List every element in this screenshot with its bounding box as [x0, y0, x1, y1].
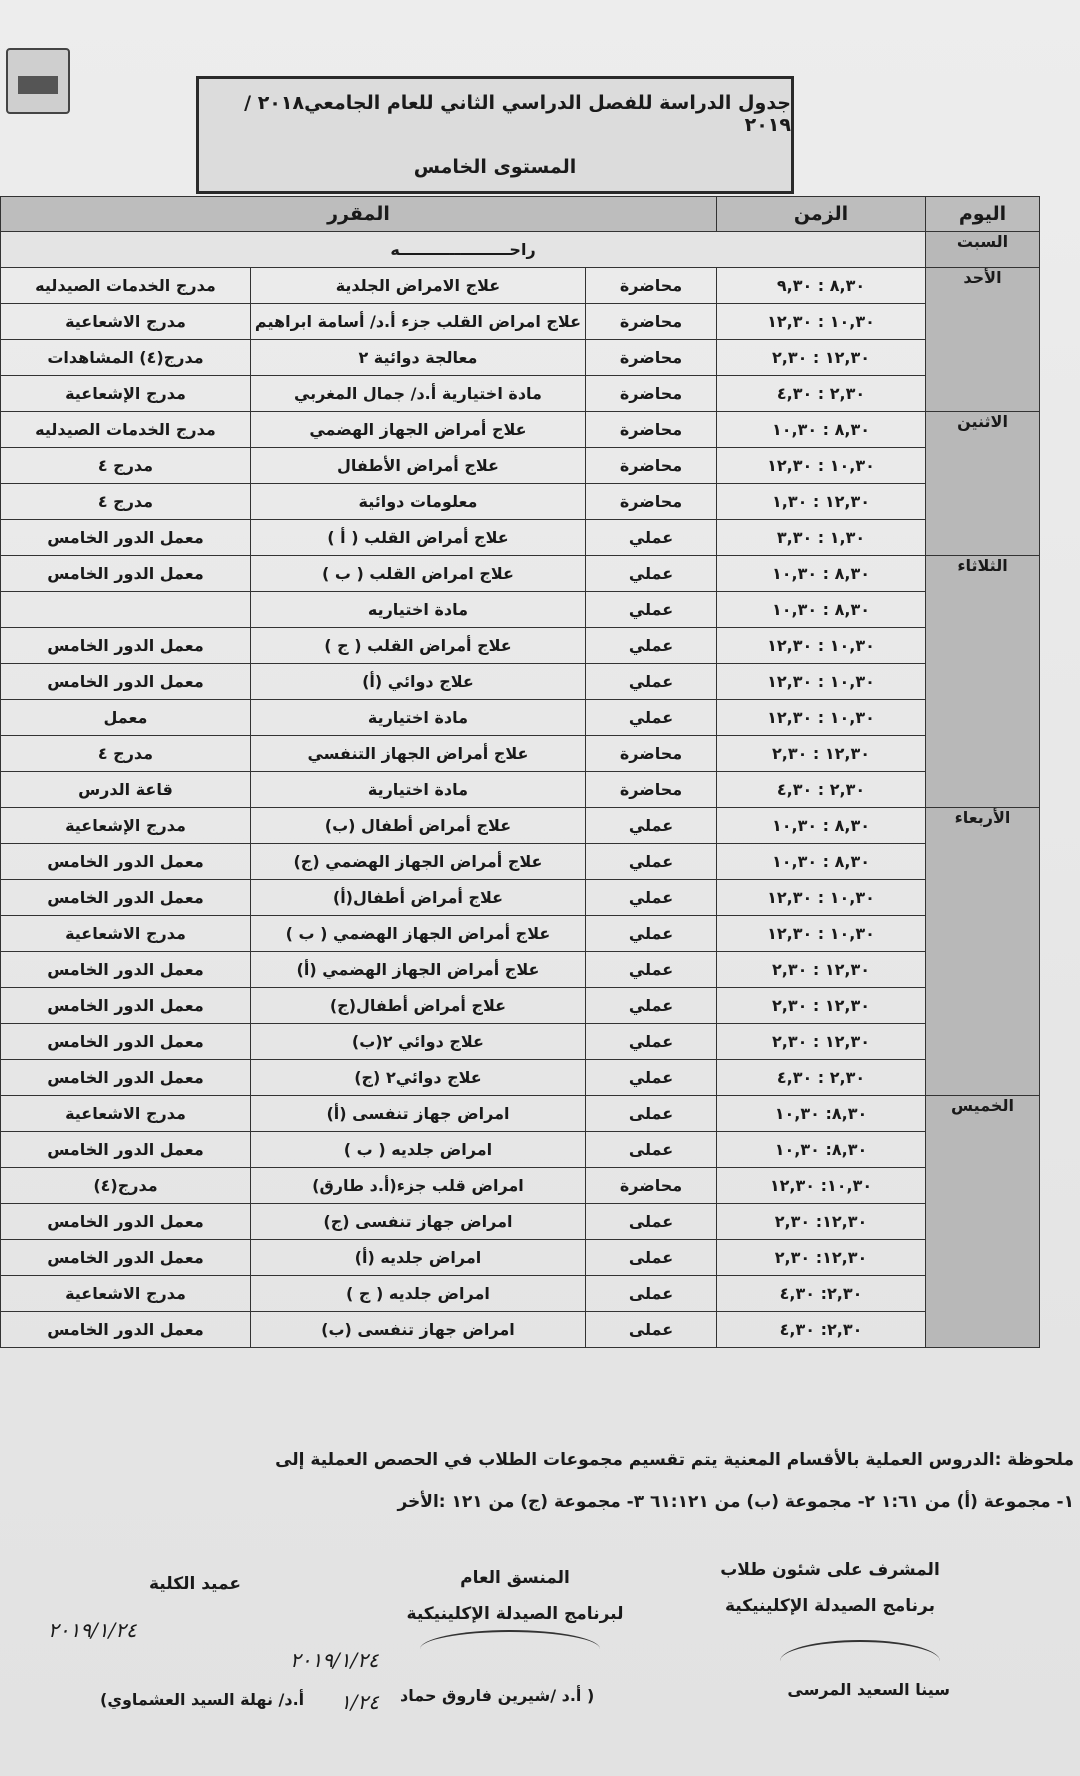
session-type-cell: عملي: [586, 988, 717, 1024]
session-type-cell: عملي: [586, 592, 717, 628]
table-row: [1, 628, 1040, 664]
session-type-cell: عملي: [586, 628, 717, 664]
page-title: جدول الدراسة للفصل الدراسي الثاني للعام الجامعي٢٠١٨ /٢٠١٩: [244, 92, 791, 136]
time-cell: ٨,٣٠ : ١٠,٣٠: [717, 808, 926, 844]
location-cell: مدرج(٤): [1, 1168, 251, 1204]
table-header-row: [1, 197, 1040, 232]
course-cell: علاج أمراض أطفال(ج): [250, 988, 585, 1024]
session-type-cell: عملي: [586, 1024, 717, 1060]
table-row: [1, 340, 1040, 376]
time-cell: ٨,٣٠ : ١٠,٣٠: [717, 556, 926, 592]
course-cell: علاج أمراض القلب ( ج ): [250, 628, 585, 664]
location-cell: مدرج(٤) المشاهدات: [1, 340, 251, 376]
table-row: [1, 304, 1040, 340]
course-cell: امراض جلديه (أ): [250, 1240, 585, 1276]
table-row: [1, 232, 1040, 268]
university-logo: [6, 48, 70, 114]
location-cell: مدرج الاشعاعية: [1, 916, 251, 952]
coordinator-handwritten-signature: [420, 1630, 600, 1668]
location-cell: معمل الدور الخامس: [1, 520, 251, 556]
dean-title: عميد الكلية: [149, 1574, 241, 1594]
location-cell: معمل الدور الخامس: [1, 1204, 251, 1240]
time-cell: ١,٣٠ : ٣,٣٠: [717, 520, 926, 556]
location-cell: معمل الدور الخامس: [1, 1024, 251, 1060]
location-cell: مدرج الاشعاعية: [1, 1096, 251, 1132]
course-cell: علاج امراض القلب ( ب ): [250, 556, 585, 592]
location-cell: معمل الدور الخامس: [1, 1132, 251, 1168]
time-cell: ٢,٣٠: ٤,٣٠: [717, 1276, 926, 1312]
session-type-cell: عملي: [586, 1060, 717, 1096]
coordinator-title: المنسق العام: [460, 1568, 570, 1588]
course-cell: علاج أمراض القلب ( أ ): [250, 520, 585, 556]
course-cell: علاج أمراض الجهاز الهضمي: [250, 412, 585, 448]
session-type-cell: عملي: [586, 520, 717, 556]
session-type-cell: محاضرة: [586, 268, 717, 304]
course-cell: امراض جهاز تنفسى (أ): [250, 1096, 585, 1132]
session-type-cell: محاضرة: [586, 304, 717, 340]
table-row: [1, 1132, 1040, 1168]
supervisor-signature: [700, 1560, 960, 1616]
note-line-1: ملحوظة :الدروس العملية بالأقسام المعنية يتم تقسيم مجموعات الطلاب في الحصص العملية إلى: [275, 1450, 1074, 1470]
coordinator-signature: [380, 1568, 650, 1624]
notes-block: [0, 1450, 1080, 1512]
location-cell: مدرج الإشعاعية: [1, 808, 251, 844]
session-type-cell: عملى: [586, 1132, 717, 1168]
dean-name: أ.د/ نهلة السيد العشماوي): [100, 1690, 305, 1709]
session-type-cell: عملي: [586, 844, 717, 880]
table-row: [1, 1096, 1040, 1132]
location-cell: مدرج الاشعاعية: [1, 304, 251, 340]
course-cell: علاج دوائي (أ): [250, 664, 585, 700]
table-row: [1, 1168, 1040, 1204]
session-type-cell: محاضرة: [586, 772, 717, 808]
table-row: [1, 412, 1040, 448]
time-cell: ١٠,٣٠ : ١٢,٣٠: [717, 916, 926, 952]
time-cell: ٢,٣٠ : ٤,٣٠: [717, 376, 926, 412]
table-row: [1, 1276, 1040, 1312]
location-cell: قاعة الدرس: [1, 772, 251, 808]
level-subtitle: المستوى الخامس: [413, 156, 577, 178]
course-cell: علاج أمراض الجهاز الهضمي (ج): [250, 844, 585, 880]
location-cell: معمل الدور الخامس: [1, 664, 251, 700]
course-cell: امراض جلديه ( ج ): [250, 1276, 585, 1312]
session-type-cell: محاضرة: [586, 484, 717, 520]
session-type-cell: عملي: [586, 664, 717, 700]
table-row: [1, 484, 1040, 520]
session-type-cell: عملى: [586, 1276, 717, 1312]
table-row: [1, 520, 1040, 556]
coordinator-program: لبرنامج الصيدلة الإكلينيكية: [406, 1604, 624, 1624]
course-cell: امراض جهاز تنفسى (ج): [250, 1204, 585, 1240]
location-cell: مدرج الخدمات الصيدليه: [1, 268, 251, 304]
day-cell: الخميس: [926, 1096, 1040, 1348]
course-cell: علاج أمراض الأطفال: [250, 448, 585, 484]
session-type-cell: عملى: [586, 1204, 717, 1240]
table-row: [1, 268, 1040, 304]
table-row: [1, 592, 1040, 628]
supervisor-program: برنامج الصيدلة الإكلينيكية: [724, 1596, 936, 1616]
time-cell: ١٢,٣٠ : ٢,٣٠: [717, 988, 926, 1024]
coordinator-handwritten-date: ٢٠١٩/١/٢٤: [290, 1648, 379, 1672]
course-cell: علاج دوائي٢ (ج): [250, 1060, 585, 1096]
location-cell: مدرج ٤: [1, 448, 251, 484]
supervisor-handwritten-signature: [780, 1640, 940, 1682]
time-cell: ١٠,٣٠ : ١٢,٣٠: [717, 628, 926, 664]
time-cell: ١٠,٣٠ : ١٢,٣٠: [717, 664, 926, 700]
time-cell: ١٢,٣٠ : ٢,٣٠: [717, 1024, 926, 1060]
time-cell: ١٢,٣٠: ٢,٣٠: [717, 1240, 926, 1276]
location-cell: معمل الدور الخامس: [1, 1240, 251, 1276]
time-cell: ٨,٣٠ : ١٠,٣٠: [717, 592, 926, 628]
course-cell: امراض جهاز تنفسى (ب): [250, 1312, 585, 1348]
location-cell: معمل الدور الخامس: [1, 1312, 251, 1348]
course-cell: امراض جلديه ( ب ): [250, 1132, 585, 1168]
day-cell: الأربعاء: [926, 808, 1040, 1096]
session-type-cell: عملي: [586, 808, 717, 844]
course-cell: امراض قلب جزء(أ.د طارق): [250, 1168, 585, 1204]
course-cell: علاج أمراض الجهاز الهضمي ( ب ): [250, 916, 585, 952]
table-row: [1, 916, 1040, 952]
time-cell: ١٠,٣٠ : ١٢,٣٠: [717, 700, 926, 736]
supervisor-name: سينا السعيد المرسى: [787, 1680, 950, 1699]
header-course: المقرر: [1, 197, 717, 232]
time-cell: ١٠,٣٠ : ١٢,٣٠: [717, 304, 926, 340]
course-cell: معالجة دوائية ٢: [250, 340, 585, 376]
course-cell: مادة اختيارية: [250, 772, 585, 808]
table-row: [1, 880, 1040, 916]
course-cell: مادة اختيارية أ.د/ جمال المغربي: [250, 376, 585, 412]
time-cell: ٨,٣٠ : ٩,٣٠: [717, 268, 926, 304]
coordinator-name: ( أ.د /شيرين فاروق حماد: [400, 1686, 595, 1705]
course-cell: علاج دوائي ٢(ب): [250, 1024, 585, 1060]
time-cell: ١٢,٣٠: ٢,٣٠: [717, 1204, 926, 1240]
location-cell: [1, 592, 251, 628]
day-cell: الثلاثاء: [926, 556, 1040, 808]
course-cell: علاج أمراض الجهاز الهضمي (أ): [250, 952, 585, 988]
coordinator-handwritten-date-2: ١/٢٤: [340, 1690, 379, 1714]
time-cell: ١٢,٣٠ : ٢,٣٠: [717, 952, 926, 988]
rest-day-cell: راحــــــــــــــــــــه: [1, 232, 926, 268]
note-line-2: ١- مجموعة (أ) من ١:٦١ ٢- مجموعة (ب) من ٦١:١٢١ ٣- مجموعة (ج) من ١٢١ :الأخر: [397, 1492, 1074, 1512]
session-type-cell: عملي: [586, 700, 717, 736]
time-cell: ٨,٣٠ : ١٠,٣٠: [717, 412, 926, 448]
session-type-cell: محاضرة: [586, 340, 717, 376]
location-cell: مدرج الاشعاعية: [1, 1276, 251, 1312]
session-type-cell: عملى: [586, 1312, 717, 1348]
location-cell: معمل الدور الخامس: [1, 628, 251, 664]
supervisor-title: المشرف على شئون طلاب: [720, 1560, 940, 1580]
table-row: [1, 700, 1040, 736]
session-type-cell: عملى: [586, 1240, 717, 1276]
table-row: [1, 556, 1040, 592]
location-cell: مدرج الخدمات الصيدليه: [1, 412, 251, 448]
location-cell: معمل: [1, 700, 251, 736]
location-cell: معمل الدور الخامس: [1, 880, 251, 916]
time-cell: ١٢,٣٠ : ٢,٣٠: [717, 340, 926, 376]
time-cell: ١٠,٣٠ : ١٢,٣٠: [717, 448, 926, 484]
time-cell: ٨,٣٠: ١٠,٣٠: [717, 1132, 926, 1168]
location-cell: مدرج ٤: [1, 736, 251, 772]
course-cell: مادة اختياريه: [250, 592, 585, 628]
day-cell: السبت: [926, 232, 1040, 268]
dean-signature: [120, 1574, 270, 1610]
table-row: [1, 844, 1040, 880]
day-cell: الأحد: [926, 268, 1040, 412]
time-cell: ٢,٣٠ : ٤,٣٠: [717, 772, 926, 808]
table-row: [1, 664, 1040, 700]
time-cell: ١٠,٣٠ : ١٢,٣٠: [717, 880, 926, 916]
table-row: [1, 952, 1040, 988]
location-cell: معمل الدور الخامس: [1, 844, 251, 880]
table-row: [1, 448, 1040, 484]
session-type-cell: عملي: [586, 916, 717, 952]
course-cell: معلومات دوائية: [250, 484, 585, 520]
table-row: [1, 988, 1040, 1024]
course-cell: علاج أمراض أطفال (ب): [250, 808, 585, 844]
session-type-cell: عملي: [586, 952, 717, 988]
time-cell: ٨,٣٠: ١٠,٣٠: [717, 1096, 926, 1132]
course-cell: مادة اختيارية: [250, 700, 585, 736]
table-row: [1, 1312, 1040, 1348]
session-type-cell: عملى: [586, 1096, 717, 1132]
location-cell: معمل الدور الخامس: [1, 952, 251, 988]
session-type-cell: محاضرة: [586, 412, 717, 448]
table-row: [1, 1204, 1040, 1240]
table-row: [1, 772, 1040, 808]
session-type-cell: عملي: [586, 880, 717, 916]
location-cell: مدرج ٤: [1, 484, 251, 520]
header-day: اليوم: [926, 197, 1040, 232]
table-row: [1, 376, 1040, 412]
course-cell: علاج امراض القلب جزء أ.د/ أسامة ابراهيم: [250, 304, 585, 340]
time-cell: ١٢,٣٠ : ٢,٣٠: [717, 736, 926, 772]
time-cell: ١٠,٣٠: ١٢,٣٠: [717, 1168, 926, 1204]
location-cell: مدرج الإشعاعية: [1, 376, 251, 412]
course-cell: علاج أمراض أطفال(أ): [250, 880, 585, 916]
dean-handwritten-date: ٢٠١٩/١/٢٤: [48, 1618, 137, 1642]
table-row: [1, 1240, 1040, 1276]
time-cell: ٨,٣٠ : ١٠,٣٠: [717, 844, 926, 880]
location-cell: معمل الدور الخامس: [1, 1060, 251, 1096]
session-type-cell: محاضرة: [586, 448, 717, 484]
course-cell: علاج أمراض الجهاز التنفسي: [250, 736, 585, 772]
session-type-cell: محاضرة: [586, 1168, 717, 1204]
location-cell: معمل الدور الخامس: [1, 556, 251, 592]
time-cell: ١٢,٣٠ : ١,٣٠: [717, 484, 926, 520]
location-cell: معمل الدور الخامس: [1, 988, 251, 1024]
session-type-cell: محاضرة: [586, 376, 717, 412]
day-cell: الاثنين: [926, 412, 1040, 556]
session-type-cell: عملي: [586, 556, 717, 592]
header-time: الزمن: [717, 197, 926, 232]
table-row: [1, 736, 1040, 772]
time-cell: ٢,٣٠ : ٤,٣٠: [717, 1060, 926, 1096]
table-row: [1, 1024, 1040, 1060]
course-cell: علاج الامراض الجلدية: [250, 268, 585, 304]
session-type-cell: محاضرة: [586, 736, 717, 772]
time-cell: ٢,٣٠: ٤,٣٠: [717, 1312, 926, 1348]
title-box: [196, 76, 794, 194]
table-row: [1, 808, 1040, 844]
table-row: [1, 1060, 1040, 1096]
schedule-table: [0, 196, 1040, 1348]
